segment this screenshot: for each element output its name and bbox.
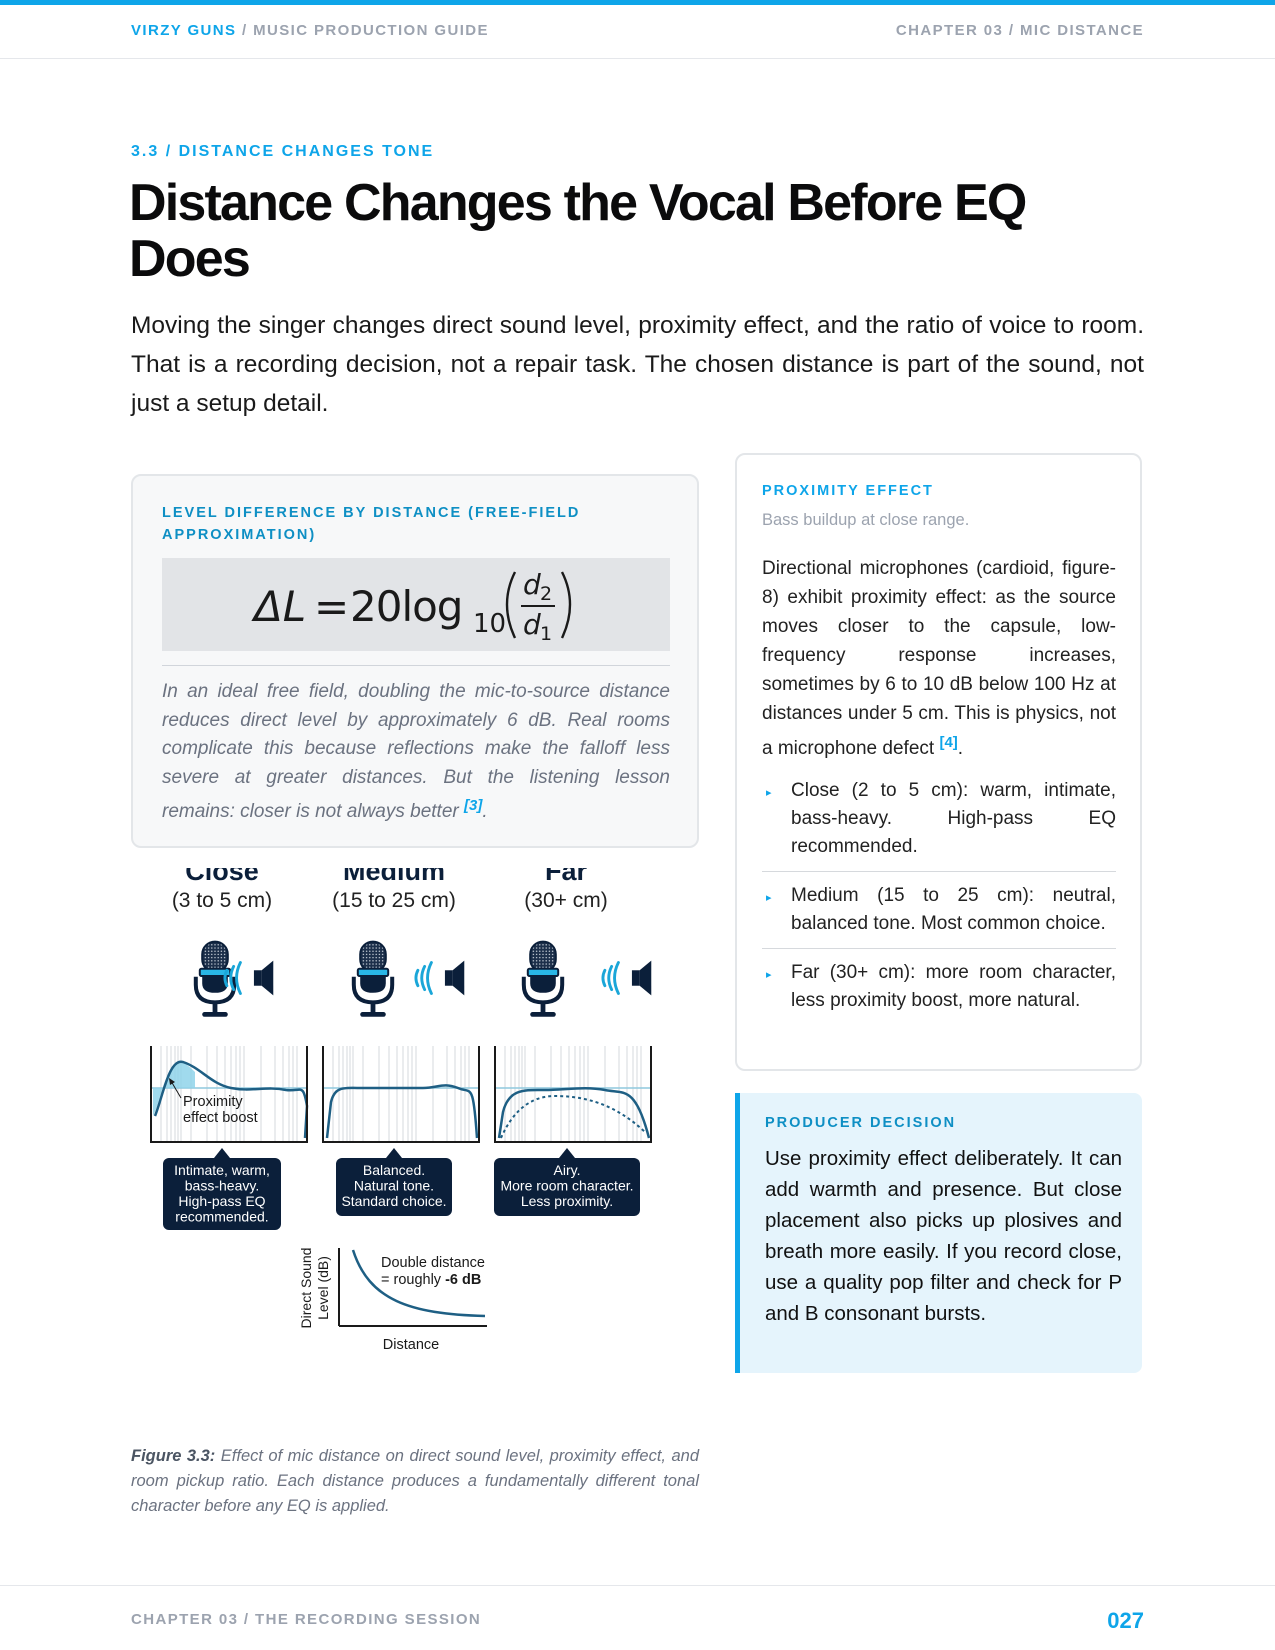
figure-caption xyxy=(131,1444,699,1519)
formula-divider xyxy=(162,665,670,666)
list-item-text: Medium (15 to 25 cm): neutral, balanced tone. Most common choice. xyxy=(791,885,1116,934)
falloff-x-label: Distance xyxy=(382,1337,440,1353)
list-item xyxy=(762,959,1116,1025)
figure-caption-label: Figure 3.3: xyxy=(131,1447,216,1465)
footer-chapter: CHAPTER 03 / THE RECORDING SESSION xyxy=(131,1611,482,1628)
list-item-text: Close (2 to 5 cm): warm, intimate, bass-heavy. High-pass EQ recommended. xyxy=(791,780,1116,857)
position-range: (3 to 5 cm) xyxy=(171,889,273,912)
falloff-note-value: -6 dB xyxy=(445,1272,482,1288)
proximity-effect-card xyxy=(735,453,1142,1071)
falloff-y-label: Level (dB) xyxy=(315,1256,331,1320)
callout-text: Standard choice. xyxy=(341,1193,447,1209)
callout-text: Natural tone. xyxy=(353,1177,435,1194)
svg-text:d: d xyxy=(523,608,541,641)
bullet-icon: ▸ xyxy=(766,787,772,799)
graph-frame xyxy=(323,1046,479,1142)
callout-text: Intimate, warm, xyxy=(174,1162,270,1178)
bullet-icon: ▸ xyxy=(766,892,772,904)
speaker-icon xyxy=(603,961,651,996)
citation-link[interactable]: [3] xyxy=(464,797,483,814)
section-kicker: 3.3 / DISTANCE CHANGES TONE xyxy=(131,143,435,160)
callout-text: bass-heavy. xyxy=(184,1177,260,1194)
proximity-card-title: PROXIMITY EFFECT xyxy=(762,483,934,499)
proximity-card-subtitle: Bass buildup at close range. xyxy=(762,511,970,529)
figure-caption-text: Effect of mic distance on direct sound level, proximity effect, and room pickup ratio. Each distance produces a fundamentally different tonal character before any EQ is applied. xyxy=(131,1447,699,1515)
page-header xyxy=(0,5,1275,59)
formula xyxy=(162,558,670,651)
callout-text: Airy. xyxy=(553,1162,581,1178)
decision-body: Use proximity effect deliberately. It can add warmth and presence. But close placement also picks up plosives and breath more easily. If you record close, use a quality pop filter and check for P and B consonant bursts. xyxy=(765,1147,1122,1325)
proximity-card-body: Directional microphones (cardioid, figure-8) exhibit proximity effect: as the source moves closer to the capsule, low-frequency response increases, sometimes by 6 to 10 dB below 100 Hz at distances under 5 cm. This is physics, not a microphone defect [4]. xyxy=(762,558,1116,759)
svg-text:ΔL: ΔL xyxy=(254,582,307,631)
formula-card-title: LEVEL DIFFERENCE BY DISTANCE (FREE-FIELD APPROXIMATION) xyxy=(162,505,581,543)
position-title: Medium xyxy=(342,868,446,886)
svg-text:1: 1 xyxy=(540,623,553,645)
falloff-note xyxy=(381,1272,481,1288)
speaker-icon xyxy=(416,961,464,996)
figure-illustration xyxy=(131,868,699,1428)
callout-text: Less proximity. xyxy=(520,1193,614,1209)
bullet-icon: ▸ xyxy=(766,969,772,981)
running-head-left xyxy=(131,22,489,39)
page-title: Distance Changes the Vocal Before EQ Does xyxy=(129,174,1026,288)
frequency-response-graph xyxy=(323,1046,479,1142)
callout-text: More room character. xyxy=(500,1177,634,1194)
falloff-y-label: Direct Sound xyxy=(298,1247,314,1329)
producer-decision-callout xyxy=(735,1093,1142,1373)
mic-distance-figure xyxy=(131,868,699,1433)
position-title: Close xyxy=(185,868,259,886)
proximity-label: effect boost xyxy=(183,1110,258,1126)
running-head-right: CHAPTER 03 / MIC DISTANCE xyxy=(895,22,1144,39)
falloff-note: Double distance xyxy=(381,1255,485,1271)
position-title: Far xyxy=(544,868,588,886)
falloff-note-prefix: = roughly xyxy=(381,1272,446,1288)
guide-name: / MUSIC PRODUCTION GUIDE xyxy=(241,22,489,39)
list-item-text: Far (30+ cm): more room character, less proximity boost, more natural. xyxy=(791,962,1116,1011)
callout-text: High-pass EQ xyxy=(178,1193,266,1209)
callout-pointer xyxy=(386,1148,402,1158)
microphone-icon xyxy=(354,942,392,1017)
proximity-body-text: Directional microphones (cardioid, figure-8) exhibit proximity effect: as the source moves closer to the capsule, low-frequency response increases, sometimes by 6 to 10 dB below 100 Hz at distances under 5 cm. This is physics, not a microphone defect xyxy=(762,558,1116,759)
formula-card xyxy=(131,474,699,848)
svg-text:d: d xyxy=(523,568,541,601)
formula-box xyxy=(162,558,670,651)
callout-text: Balanced. xyxy=(362,1162,426,1178)
position-range: (30+ cm) xyxy=(524,889,608,912)
lead-paragraph: Moving the singer changes direct sound level, proximity effect, and the ratio of voice to room. That is a recording decision, not a repair task. The chosen distance is part of the sound, not just a setup detail. xyxy=(131,312,1144,417)
page-number: 027 xyxy=(1107,1608,1144,1633)
frequency-response-graph xyxy=(495,1046,651,1142)
list-item xyxy=(762,882,1116,949)
distance-list xyxy=(762,777,1116,1035)
formula-explanation: In an ideal free field, doubling the mic-to-source distance reduces direct level by approximately 6 dB. Real rooms complicate this because reflections make the falloff less severe at greater distances. But the listening lesson remains: closer is not always better [3]. xyxy=(162,681,670,822)
formula-explanation-text: In an ideal free field, doubling the mic-to-source distance reduces direct level by approximately 6 dB. Real rooms complicate this because reflections make the falloff less severe at greater distances. But the listening lesson remains: closer is not always better xyxy=(162,681,670,822)
svg-text:=: = xyxy=(314,582,350,631)
svg-text:2: 2 xyxy=(540,583,553,605)
room-response-curve xyxy=(501,1096,645,1138)
microphone-icon xyxy=(196,942,234,1017)
list-item xyxy=(762,777,1116,872)
page-footer xyxy=(0,1585,1275,1650)
citation-link[interactable]: [4] xyxy=(939,734,958,751)
callout-pointer xyxy=(559,1148,575,1158)
brand-name: VIRZY GUNS xyxy=(131,22,237,39)
position-range: (15 to 25 cm) xyxy=(332,889,456,912)
callout-text: recommended. xyxy=(175,1208,269,1225)
decision-title: PRODUCER DECISION xyxy=(765,1115,957,1131)
callout-pointer xyxy=(214,1148,230,1158)
svg-text:20log: 20log xyxy=(350,582,463,631)
microphone-icon xyxy=(524,942,562,1017)
svg-text:10: 10 xyxy=(473,609,507,639)
proximity-label: Proximity xyxy=(183,1094,243,1110)
